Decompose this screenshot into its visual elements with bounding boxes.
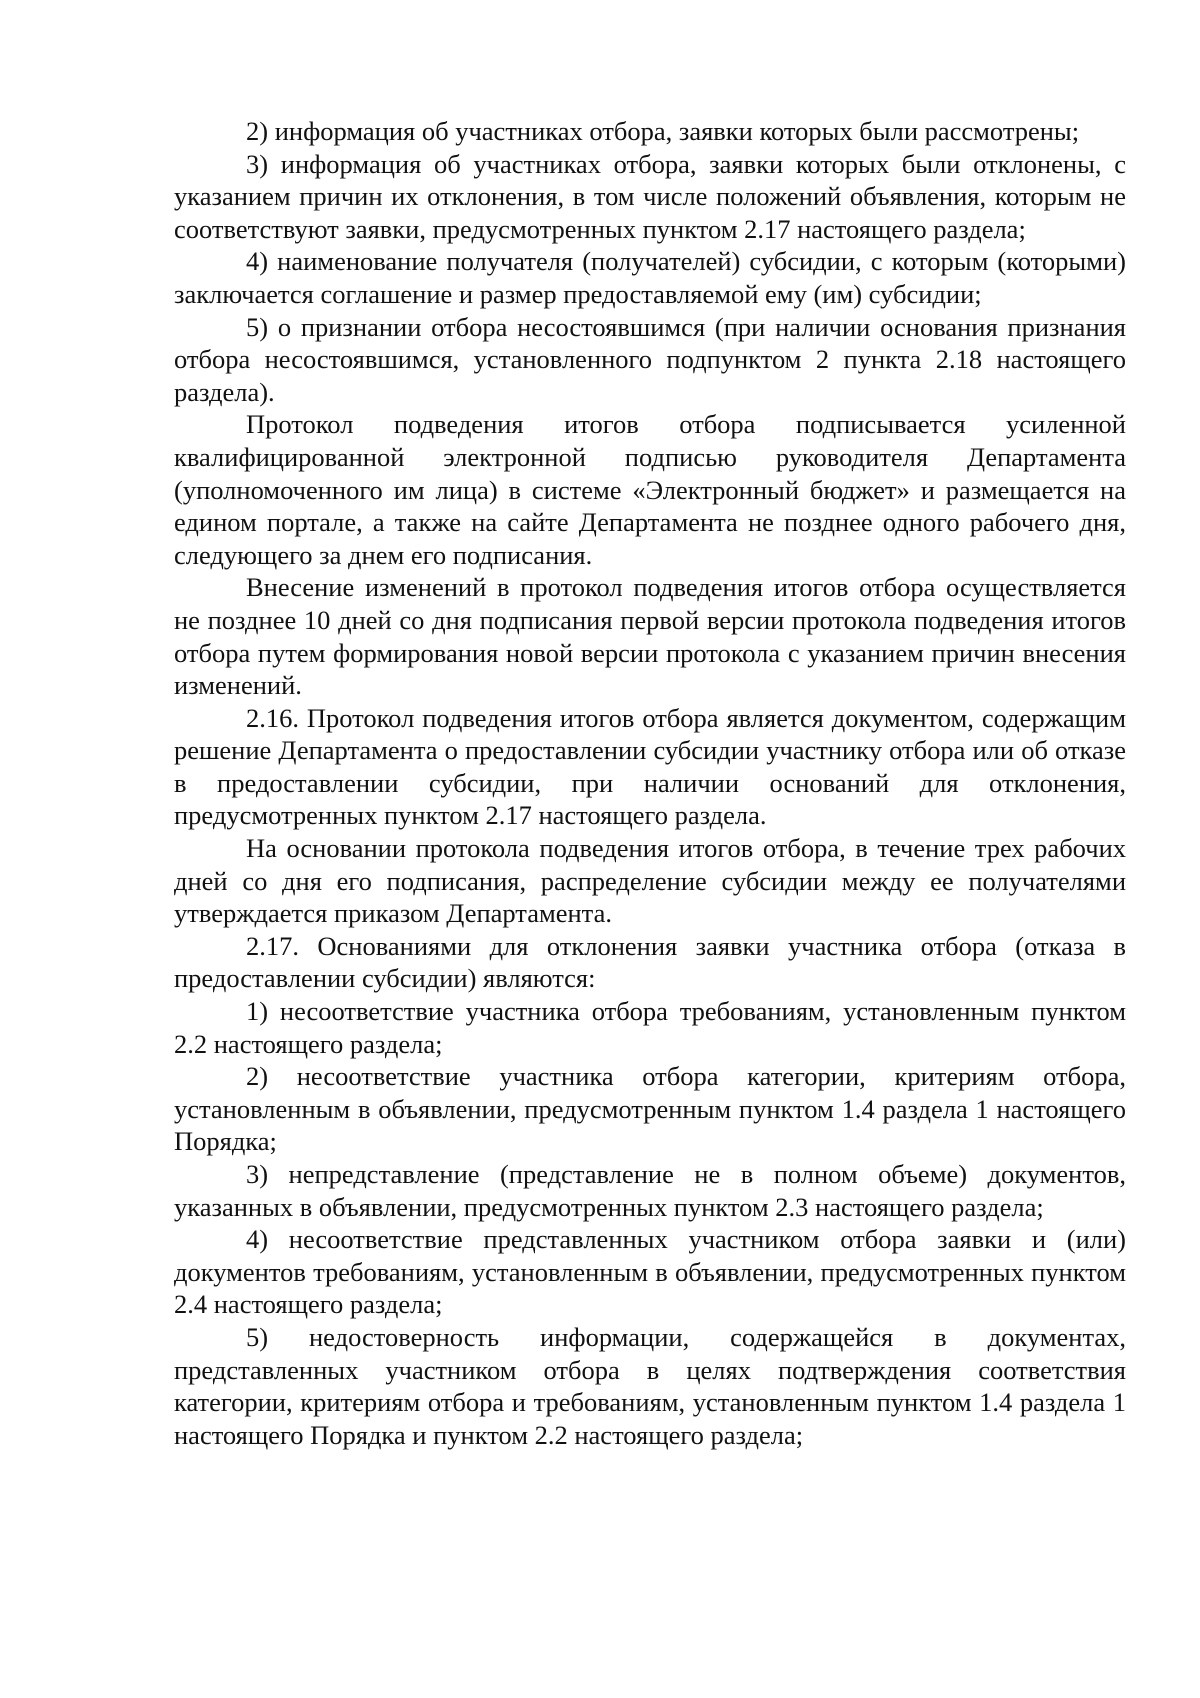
paragraph-ground-2: 2) несоответствие участника отбора категории, критериям отбора, установленным в объявлении, предусмотренным пунктом 1.4 раздела 1 настоящего Порядка; bbox=[174, 1061, 1126, 1157]
paragraph-item-3-rejected: 3) информация об участниках отбора, заявки которых были отклонены, с указанием причин их отклонения, в том числе положений объявления, которым не соответствуют заявки, предусмотренных пунктом 2.17 настоящего раздела; bbox=[174, 148, 1126, 244]
paragraph-protocol-signing: Протокол подведения итогов отбора подписывается усиленной квалифицированной электронной подписью руководителя Департамента (уполномоченного им лица) в системе «Электронный бюджет» и размещается на едином портале, а также на сайте Департамента не позднее одного рабочего дня, следующего за днем его подписания. bbox=[174, 409, 1126, 570]
paragraph-item-4-recipients: 4) наименование получателя (получателей) субсидии, с которым (которыми) заключается соглашение и размер предоставляемой ему (им) субсидии; bbox=[174, 246, 1126, 309]
paragraph-section-2-16: 2.16. Протокол подведения итогов отбора является документом, содержащим решение Департамента о предоставлении субсидии участнику отбора или об отказе в предоставлении субсидии, при наличии оснований для отклонения, предусмотренных пунктом 2.17 настоящего раздела. bbox=[174, 702, 1126, 831]
paragraph-item-2-considered: 2) информация об участниках отбора, заявки которых были рассмотрены; bbox=[246, 116, 1080, 146]
paragraph-ground-3: 3) непредставление (представление не в полном объеме) документов, указанных в объявлении, предусмотренных пунктом 2.3 настоящего раздела; bbox=[174, 1159, 1126, 1222]
document-body bbox=[174, 115, 1126, 1451]
paragraph-distribution-order: На основании протокола подведения итогов отбора, в течение трех рабочих дней со дня его подписания, распределение субсидии между ее получателями утверждается приказом Департамента. bbox=[174, 833, 1126, 929]
paragraph-ground-1: 1) несоответствие участника отбора требованиям, установленным пунктом 2.2 настоящего раздела; bbox=[174, 996, 1126, 1059]
paragraph-item-5-failed-selection: 5) о признании отбора несостоявшимся (при наличии основания признания отбора несостоявшимся, установленного подпунктом 2 пункта 2.18 настоящего раздела). bbox=[174, 311, 1126, 407]
paragraph-protocol-changes: Внесение изменений в протокол подведения итогов отбора осуществляется не позднее 10 дней со дня подписания первой версии протокола подведения итогов отбора путем формирования новой версии протокола с указанием причин внесения изменений. bbox=[174, 572, 1126, 701]
paragraph-ground-4: 4) несоответствие представленных участником отбора заявки и (или) документов требованиям, установленным в объявлении, предусмотренных пунктом 2.4 настоящего раздела; bbox=[174, 1224, 1126, 1320]
paragraph-ground-5: 5) недостоверность информации, содержащейся в документах, представленных участником отбора в целях подтверждения соответствия категории, критериям отбора и требованиям, установленным пунктом 1.4 раздела 1 настоящего Порядка и пунктом 2.2 настоящего раздела; bbox=[174, 1321, 1126, 1450]
paragraph-section-2-17: 2.17. Основаниями для отклонения заявки участника отбора (отказа в предоставлении субсидии) являются: bbox=[174, 930, 1126, 994]
